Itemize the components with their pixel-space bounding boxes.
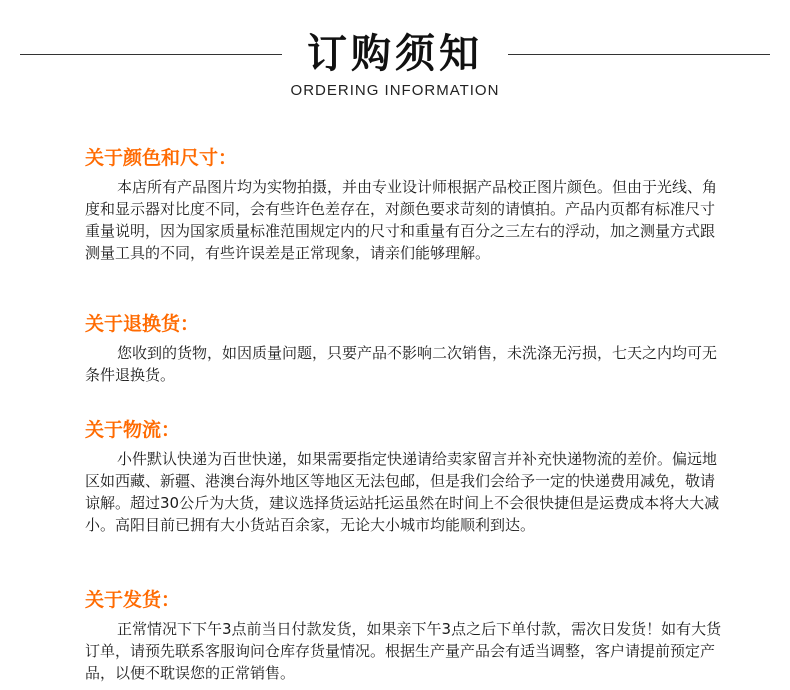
section-title: 关于颜色和尺寸： — [85, 147, 238, 169]
section-logistics — [85, 418, 725, 536]
section-body: 小件默认快递为百世快递，如果需要指定快递请给卖家留言并补充快递物流的差价。偏远地区如西藏、新疆、港澳台海外地区等地区无法包邮，但是我们会给予一定的快递费用减免，敬请谅解。超过30公斤为大货，建议选择货运站托运虽然在时间上不会很快捷但是运费成本将大大减小。高阳目前已拥有大小货站百余家，无论大小城市均能顺利到达。 — [85, 450, 720, 534]
section-title: 关于物流： — [85, 419, 181, 441]
section-body: 正常情况下下午3点前当日付款发货，如果亲下午3点之后下单付款，需次日发货！如有大货订单，请预先联系客服询问仓库存货量情况。根据生产量产品会有适当调整，客户请提前预定产品，以便不耽误您的正常销售。 — [85, 620, 722, 682]
section-body: 您收到的货物，如因质量问题，只要产品不影响二次销售，未洗涤无污损，七天之内均可无条件退换货。 — [85, 344, 718, 384]
section-title: 关于退换货： — [85, 313, 200, 335]
section-body: 本店所有产品图片均为实物拍摄，并由专业设计师根据产品校正图片颜色。但由于光线、角度和显示器对比度不同，会有些许色差存在，对颜色要求苛刻的请慎拍。产品内页都有标准尺寸重量说明，因为国家质量标准范围规定内的尺寸和重量有百分之三左右的浮动，加之测量方式跟测量工具的不同，有些许误差是正常现象，请亲们能够理解。 — [85, 178, 718, 262]
page-header — [0, 0, 790, 110]
section-title: 关于发货： — [85, 589, 181, 611]
section-returns — [85, 312, 725, 386]
page-subtitle: ORDERING INFORMATION — [290, 82, 500, 99]
section-color-size — [85, 146, 725, 264]
header-rule-right — [508, 54, 770, 55]
page-title: 订购须知 — [307, 30, 483, 77]
section-dispatch — [85, 588, 725, 684]
